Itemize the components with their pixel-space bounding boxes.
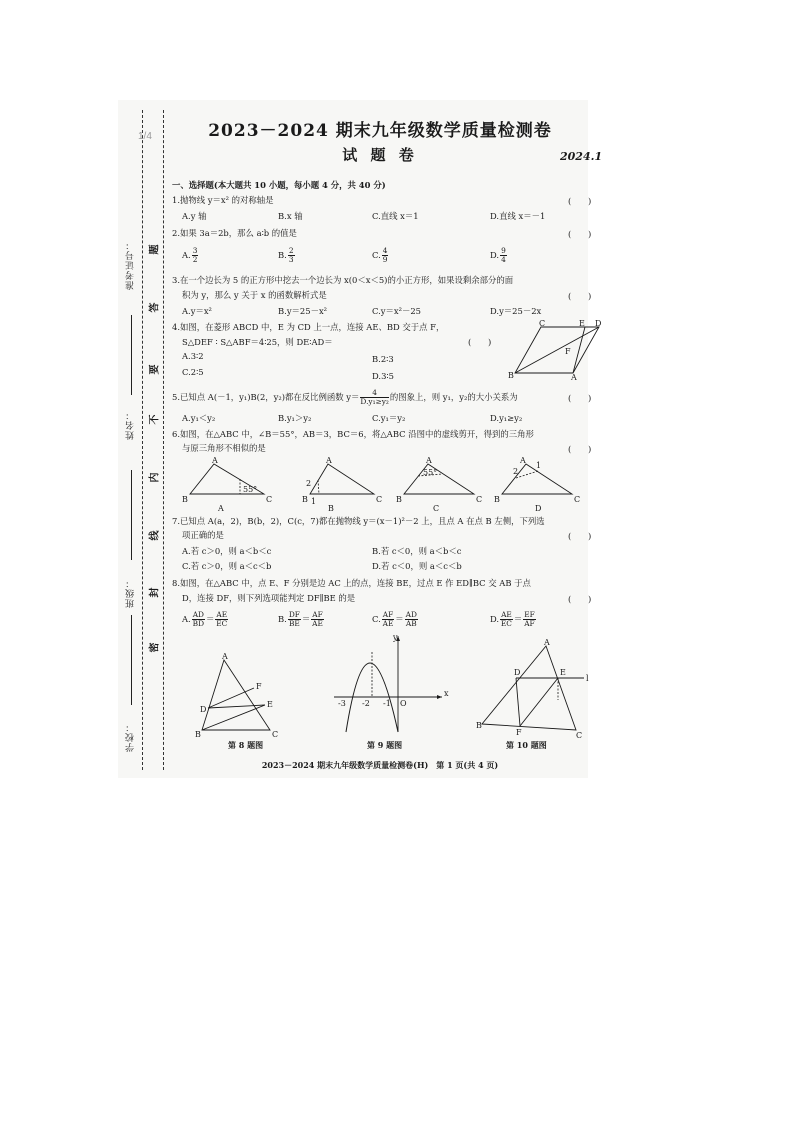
svg-text:C: C	[576, 731, 583, 740]
svg-text:B: B	[396, 495, 402, 504]
q2-stem: 2.如果 3a＝2b，那么 a∶b 的值是	[172, 228, 297, 238]
page-badge: 1/4	[138, 131, 152, 142]
q2-option-d: D. $\frac{9}{4}$	[490, 246, 506, 264]
svg-text:y: y	[393, 633, 398, 642]
q3-line1: 3.在一个边长为 5 的正方形中挖去一个边长为 x(0＜x＜5)的小正方形，如果设剩余部分的面	[172, 275, 514, 285]
q8-option-d: D. $\frac{AE}{EC}$ ＝ $\frac{EF}{AF}$	[490, 610, 535, 628]
q6-caption-b: B	[328, 504, 334, 513]
name-line	[131, 470, 132, 560]
figure-10-triangle	[476, 640, 596, 738]
q2-answer-blank: ( )	[568, 229, 592, 239]
figure-8-triangle	[190, 650, 290, 738]
svg-text:B: B	[302, 495, 308, 504]
binding-char: 题	[149, 244, 161, 255]
q6-caption-c: C	[433, 504, 440, 513]
q8-line1: 8.如图，在△ABC 中，点 E、F 分别是边 AC 上的点，连接 BE，过点 E 作 ED∥BC 交 AB 于点	[172, 578, 531, 588]
q3-answer-blank: ( )	[568, 291, 592, 301]
q5-option-a: A.y₁＜y₂	[182, 413, 216, 423]
q5-option-b: B.y₁＞y₂	[278, 413, 312, 423]
svg-text:x: x	[444, 689, 449, 698]
svg-text:B: B	[494, 495, 500, 504]
q7-line1: 7.已知点 A(a，2)，B(b，2)，C(c，7)都在抛物线 y＝(x－1)²－2 上，且点 A 在点 B 左侧，下列选	[172, 516, 545, 526]
svg-text:A: A	[326, 456, 332, 465]
q7-answer-blank: ( )	[568, 531, 592, 541]
svg-text:55°: 55°	[423, 468, 438, 477]
svg-text:C: C	[574, 495, 581, 504]
q1-stem: 1.抛物线 y＝x² 的对称轴是	[172, 195, 274, 205]
q4-line2: S△DEF ∶ S△ABF＝4∶25，则 DE∶AD＝	[182, 337, 333, 347]
q1-option-c: C.直线 x＝1	[372, 211, 419, 221]
q4-rhombus-figure	[505, 318, 605, 382]
figure-10-caption: 第 10 题图	[506, 740, 547, 750]
binding-char: 内	[149, 472, 161, 483]
q6-line1: 6.如图，在△ABC 中，∠B＝55°，AB＝3，BC＝6，将△ABC 沿图中的虚线剪开，得到的三角形	[172, 429, 534, 439]
svg-text:C: C	[266, 495, 273, 504]
exam-number-line	[131, 315, 132, 395]
exam-date: 2024.1	[560, 150, 603, 163]
figure-9-parabola	[328, 632, 448, 736]
svg-text:2: 2	[513, 467, 519, 476]
q6-answer-blank: ( )	[568, 444, 592, 454]
q1-option-d: D.直线 x＝－1	[490, 211, 546, 221]
svg-text:E: E	[579, 319, 585, 328]
svg-text:C: C	[376, 495, 383, 504]
q2-option-a: A. $\frac{3}{2}$	[182, 246, 198, 264]
binding-char: 线	[149, 530, 161, 541]
q6-caption-d: D	[535, 504, 542, 513]
school-label: 学校：	[126, 722, 136, 752]
svg-text:D: D	[200, 705, 207, 714]
q4-line1: 4.如图，在菱形 ABCD 中，E 为 CD 上一点，连接 AE、BD 交于点 F，	[172, 322, 445, 332]
figure-8-caption: 第 8 题图	[228, 740, 264, 750]
exam-subtitle: 试 题 卷	[342, 146, 418, 164]
svg-text:E: E	[560, 668, 566, 677]
q8-option-c: C. $\frac{AF}{AE}$ ＝ $\frac{AD}{AB}$	[372, 610, 417, 628]
figure-9-caption: 第 9 题图	[367, 740, 403, 750]
q5-answer-blank: ( )	[568, 393, 592, 403]
svg-text:F: F	[565, 347, 571, 356]
q7-line2: 项正确的是	[182, 530, 224, 540]
svg-text:C: C	[539, 319, 546, 328]
q4-option-a: A.3∶2	[182, 351, 204, 361]
svg-text:B: B	[476, 721, 482, 730]
exam-number-label: 准考证号：	[126, 240, 136, 290]
svg-text:C: C	[272, 730, 279, 739]
binding-line-outer	[142, 110, 143, 770]
svg-text:-1: -1	[383, 699, 391, 708]
q8-option-a: A. $\frac{AD}{BD}$ ＝ $\frac{AE}{EC}$	[182, 610, 228, 628]
svg-text:F: F	[516, 728, 522, 737]
svg-text:1: 1	[311, 497, 317, 506]
class-label: 班级：	[126, 578, 136, 608]
q3-option-a: A.y＝x²	[182, 306, 212, 316]
binding-char: 答	[149, 302, 161, 313]
svg-text:B: B	[195, 730, 201, 739]
svg-text:l: l	[586, 674, 589, 683]
binding-char: 要	[149, 364, 161, 375]
binding-char: 不	[149, 414, 161, 425]
q8-answer-blank: ( )	[568, 594, 592, 604]
q7-option-b: B.若 c＜0，则 a＜b＜c	[372, 546, 462, 556]
binding-char: 密	[149, 642, 161, 653]
q5-stem: 5.已知点 A(－1，y₁)B(2，y₂)都在反比例函数 y＝ $\frac{4}{\text{D.y₁≥y₂}}$ 的图象上，则 y₁，y₂的大小关系为	[172, 388, 518, 406]
q1-option-a: A.y 轴	[182, 211, 207, 221]
svg-text:A: A	[426, 456, 432, 465]
svg-text:D: D	[595, 319, 602, 328]
section-heading: 一、选择题(本大题共 10 小题，每小题 4 分，共 40 分)	[172, 180, 386, 190]
binding-char: 封	[149, 587, 161, 598]
svg-text:A: A	[544, 638, 550, 647]
q8-option-b: B. $\frac{DF}{BE}$ ＝ $\frac{AF}{AE}$	[278, 610, 323, 628]
q2-option-c: C. $\frac{4}{9}$	[372, 246, 388, 264]
q5-option-c: C.y₁＝y₂	[372, 413, 406, 423]
svg-text:-3: -3	[338, 699, 346, 708]
q7-option-d: D.若 c＜0，则 a＜c＜b	[372, 561, 462, 571]
q3-line2: 积为 y，那么 y 关于 x 的函数解析式是	[182, 290, 327, 300]
q6-line2: 与原三角形不相似的是	[182, 443, 266, 453]
q6-caption-a: A	[218, 504, 224, 513]
svg-text:A: A	[222, 652, 228, 661]
svg-text:F: F	[256, 682, 262, 691]
q3-option-b: B.y＝25－x²	[278, 306, 328, 316]
q4-answer-blank: ( )	[468, 337, 492, 347]
svg-text:-2: -2	[362, 699, 370, 708]
binding-line-inner	[163, 110, 164, 770]
name-label: 姓名：	[126, 410, 136, 440]
svg-text:B: B	[182, 495, 188, 504]
svg-text:A: A	[571, 373, 577, 382]
q7-option-c: C.若 c＞0，则 a＜c＜b	[182, 561, 272, 571]
q2-option-b: B. $\frac{2}{3}$	[278, 246, 294, 264]
q5-option-d: D.y₁≥y₂	[490, 413, 523, 423]
q8-line2: D，连接 DF，则下列选项能判定 DF∥BE 的是	[182, 593, 356, 603]
svg-text:2: 2	[306, 479, 312, 488]
q1-option-b: B.x 轴	[278, 211, 303, 221]
q3-option-c: C.y＝x²－25	[372, 306, 421, 316]
page-footer: 2023－2024 期末九年级数学质量检测卷(H) 第 1 页(共 4 页)	[261, 760, 499, 770]
svg-text:O: O	[400, 699, 407, 708]
q3-option-d: D.y＝25－2x	[490, 306, 542, 316]
q6-figures	[180, 458, 590, 514]
exam-title: 2023－2024 期末九年级数学质量检测卷	[208, 121, 552, 141]
svg-text:B: B	[508, 371, 514, 380]
q1-answer-blank: ( )	[568, 196, 592, 206]
svg-text:A: A	[520, 456, 526, 465]
svg-text:C: C	[476, 495, 483, 504]
svg-text:A: A	[212, 456, 218, 465]
q7-option-a: A.若 c＞0，则 a＜b＜c	[182, 546, 272, 556]
class-line	[131, 615, 132, 705]
q4-option-d: D.3∶5	[372, 371, 394, 381]
q4-option-c: C.2∶5	[182, 367, 204, 377]
svg-text:1: 1	[536, 461, 542, 470]
q4-option-b: B.2∶3	[372, 354, 394, 364]
svg-text:E: E	[267, 700, 273, 709]
svg-text:D: D	[514, 668, 521, 677]
svg-text:55°: 55°	[243, 485, 258, 494]
